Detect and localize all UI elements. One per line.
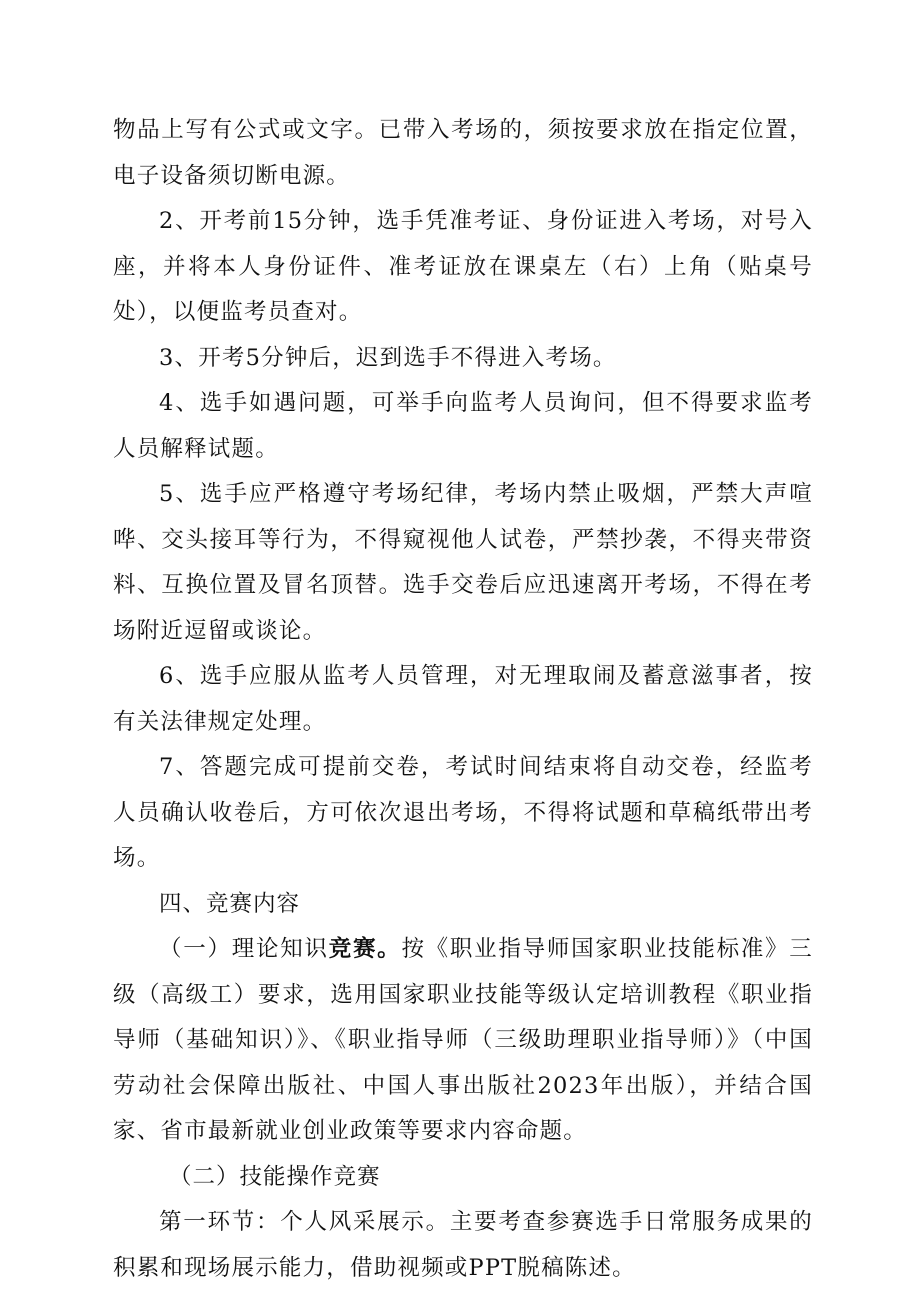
paragraph-rule-5: 5、选手应严格遵守考场纪律，考场内禁止吸烟，严禁大声喧哗、交头接耳等行为，不得窥视他人试卷，严禁抄袭，不得夹带资料、互换位置及冒名顶替。选手交卷后应迅速离开考场，不得在考场附近逗留或谈论。 <box>113 481 813 644</box>
theory-lead: （一）理论知识 <box>159 936 329 962</box>
theory-body: 按《职业指导师国家职业技能标准》三级（高级工）要求，选用国家职业技能等级认定培训教程《职业指导师（基础知识）》、《职业指导师（三级助理职业指导师）》（中国劳动社会保障出版社、中国人事出版社2023年出版），并结合国家、省市最新就业创业政策等要求内容命题。 <box>113 936 814 1144</box>
paragraph-rule-6: 6、选手应服从监考人员管理，对无理取闹及蓄意滋事者，按有关法律规定处理。 <box>113 663 813 735</box>
paragraph-theory-competition <box>113 927 813 1155</box>
subsection-heading-skills-competition: （二）技能操作竞赛 <box>169 1163 381 1190</box>
paragraph-rule-3: 3、开考5分钟后，迟到选手不得进入考场。 <box>159 344 617 371</box>
paragraph-rule-2: 2、开考前15分钟，选手凭准考证、身份证进入考场，对号入座，并将本人身份证件、准考证放在课桌左（右）上角（贴桌号处），以便监考员查对。 <box>113 208 813 325</box>
paragraph-rule-7: 7、答题完成可提前交卷，考试时间结束将自动交卷，经监考人员确认收卷后，方可依次退出考场，不得将试题和草稿纸带出考场。 <box>113 754 813 871</box>
paragraph-electronics-rule: 物品上写有公式或文字。已带入考场的，须按要求放在指定位置，电子设备须切断电源。 <box>113 117 813 189</box>
paragraph-rule-4: 4、选手如遇问题，可举手向监考人员询问，但不得要求监考人员解释试题。 <box>113 390 813 462</box>
document-page <box>113 108 813 1291</box>
theory-lead-bold: 竞赛。 <box>328 936 402 962</box>
section-heading-competition-content: 四、竞赛内容 <box>159 890 301 917</box>
paragraph-skills-stage-1: 第一环节：个人风采展示。主要考查参赛选手日常服务成果的积累和现场展示能力，借助视频或PPT脱稿陈述。 <box>113 1209 813 1281</box>
